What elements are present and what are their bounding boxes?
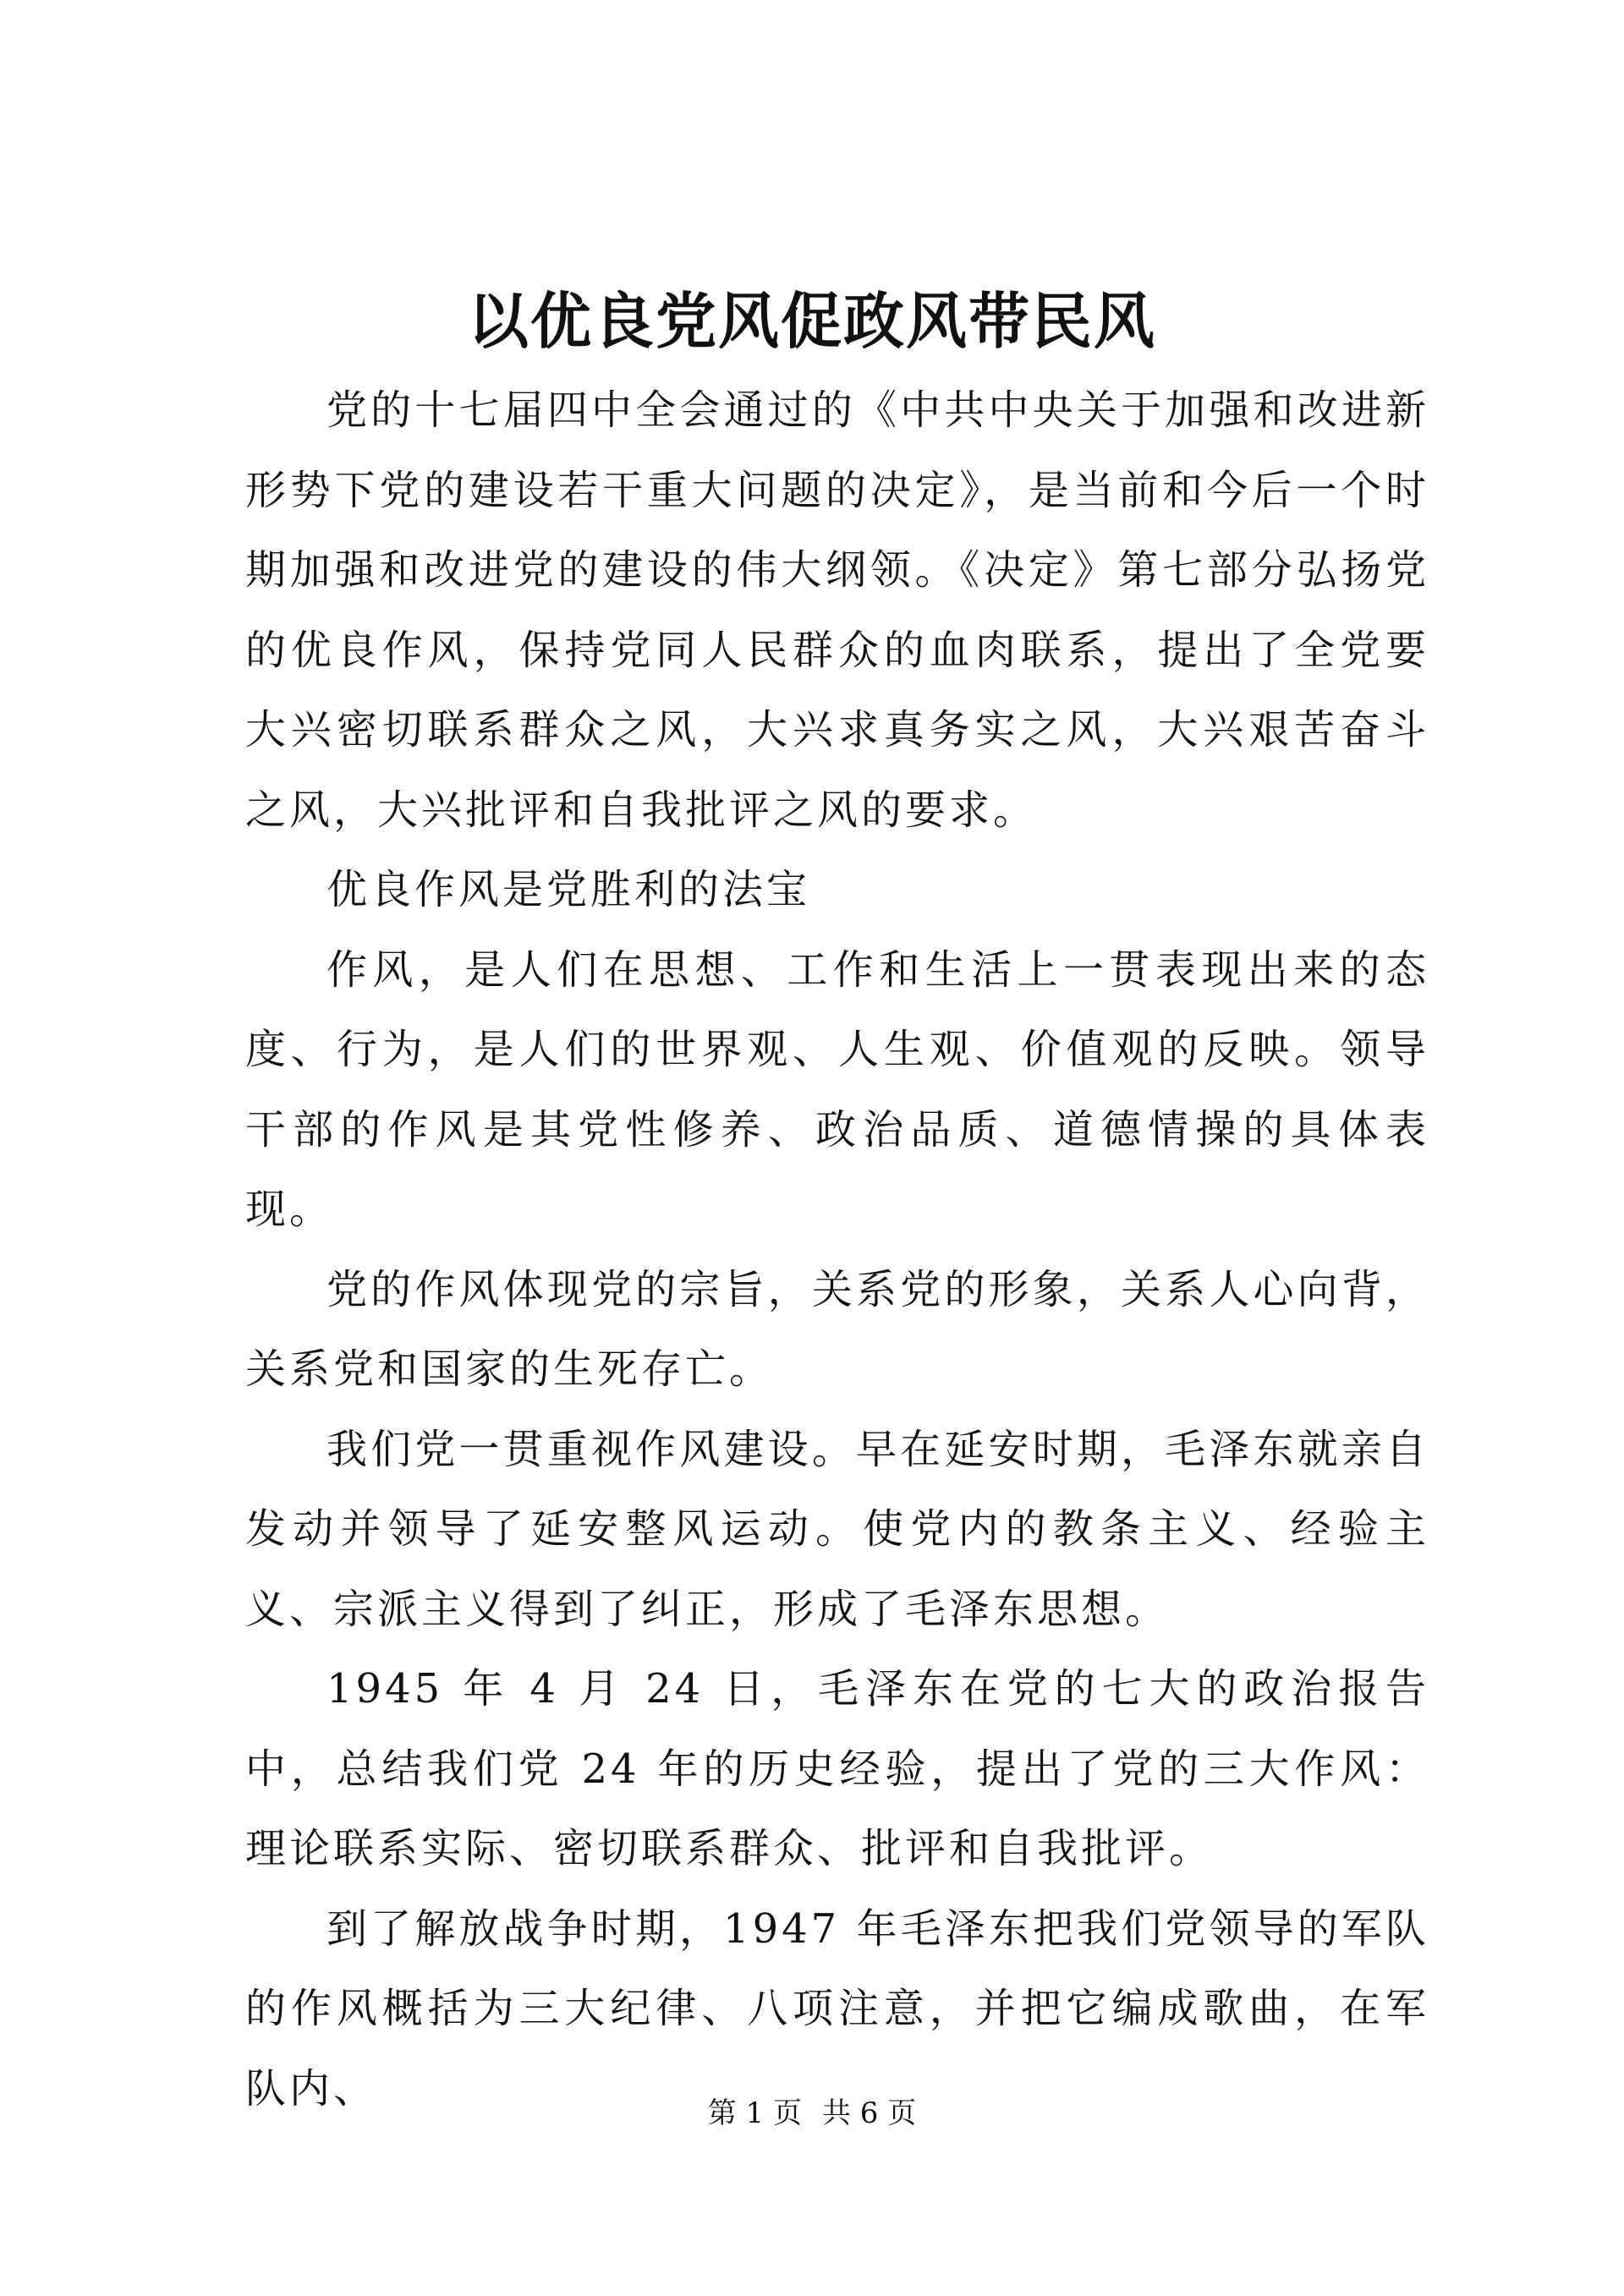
section-heading: 优良作风是党胜利的法宝 [326,866,811,913]
paragraph: 我们党一贯重视作风建设。早在延安时期，毛泽东就亲自发动并领导了延安整风运动。使党内的教条主义、经验主义、宗派主义得到了纠正，形成了毛泽东思想。 [245,1425,1429,1633]
paragraph: 党的十七届四中全会通过的《中共中央关于加强和改进新形势下党的建设若干重大问题的决定》，是当前和今后一个时期加强和改进党的建设的伟大纲领。《决定》第七部分弘扬党的优良作风，保持党同人民群众的血肉联系，提出了全党要大兴密切联系群众之风，大兴求真务实之风，大兴艰苦奋斗之风，大兴批评和自我批评之风的要求。 [245,386,1429,834]
page-total: 共 6 页 [822,2096,917,2130]
paragraph: 1945 年 4 月 24 日，毛泽东在党的七大的政治报告中，总结我们党 24 年的历史经验，提出了党的三大作风：理论联系实际、密切联系群众、批评和自我批评。 [245,1665,1429,1872]
paragraph: 到了解放战争时期，1947 年毛泽东把我们党领导的军队的作风概括为三大纪律、八项注意，并把它编成歌曲，在军队内、 [245,1904,1429,2112]
paragraph: 作风，是人们在思想、工作和生活上一贯表现出来的态度、行为，是人们的世界观、人生观、价值观的反映。领导干部的作风是其党性修养、政治品质、道德情操的具体表现。 [245,945,1429,1233]
page-number: 第 1 页 [707,2096,802,2130]
document-title: 以优良党风促政风带民风 [467,285,1156,357]
page-footer [0,2093,1624,2134]
document-body [245,370,1429,2129]
paragraph: 党的作风体现党的宗旨，关系党的形象，关系人心向背，关系党和国家的生死存亡。 [245,1265,1429,1393]
